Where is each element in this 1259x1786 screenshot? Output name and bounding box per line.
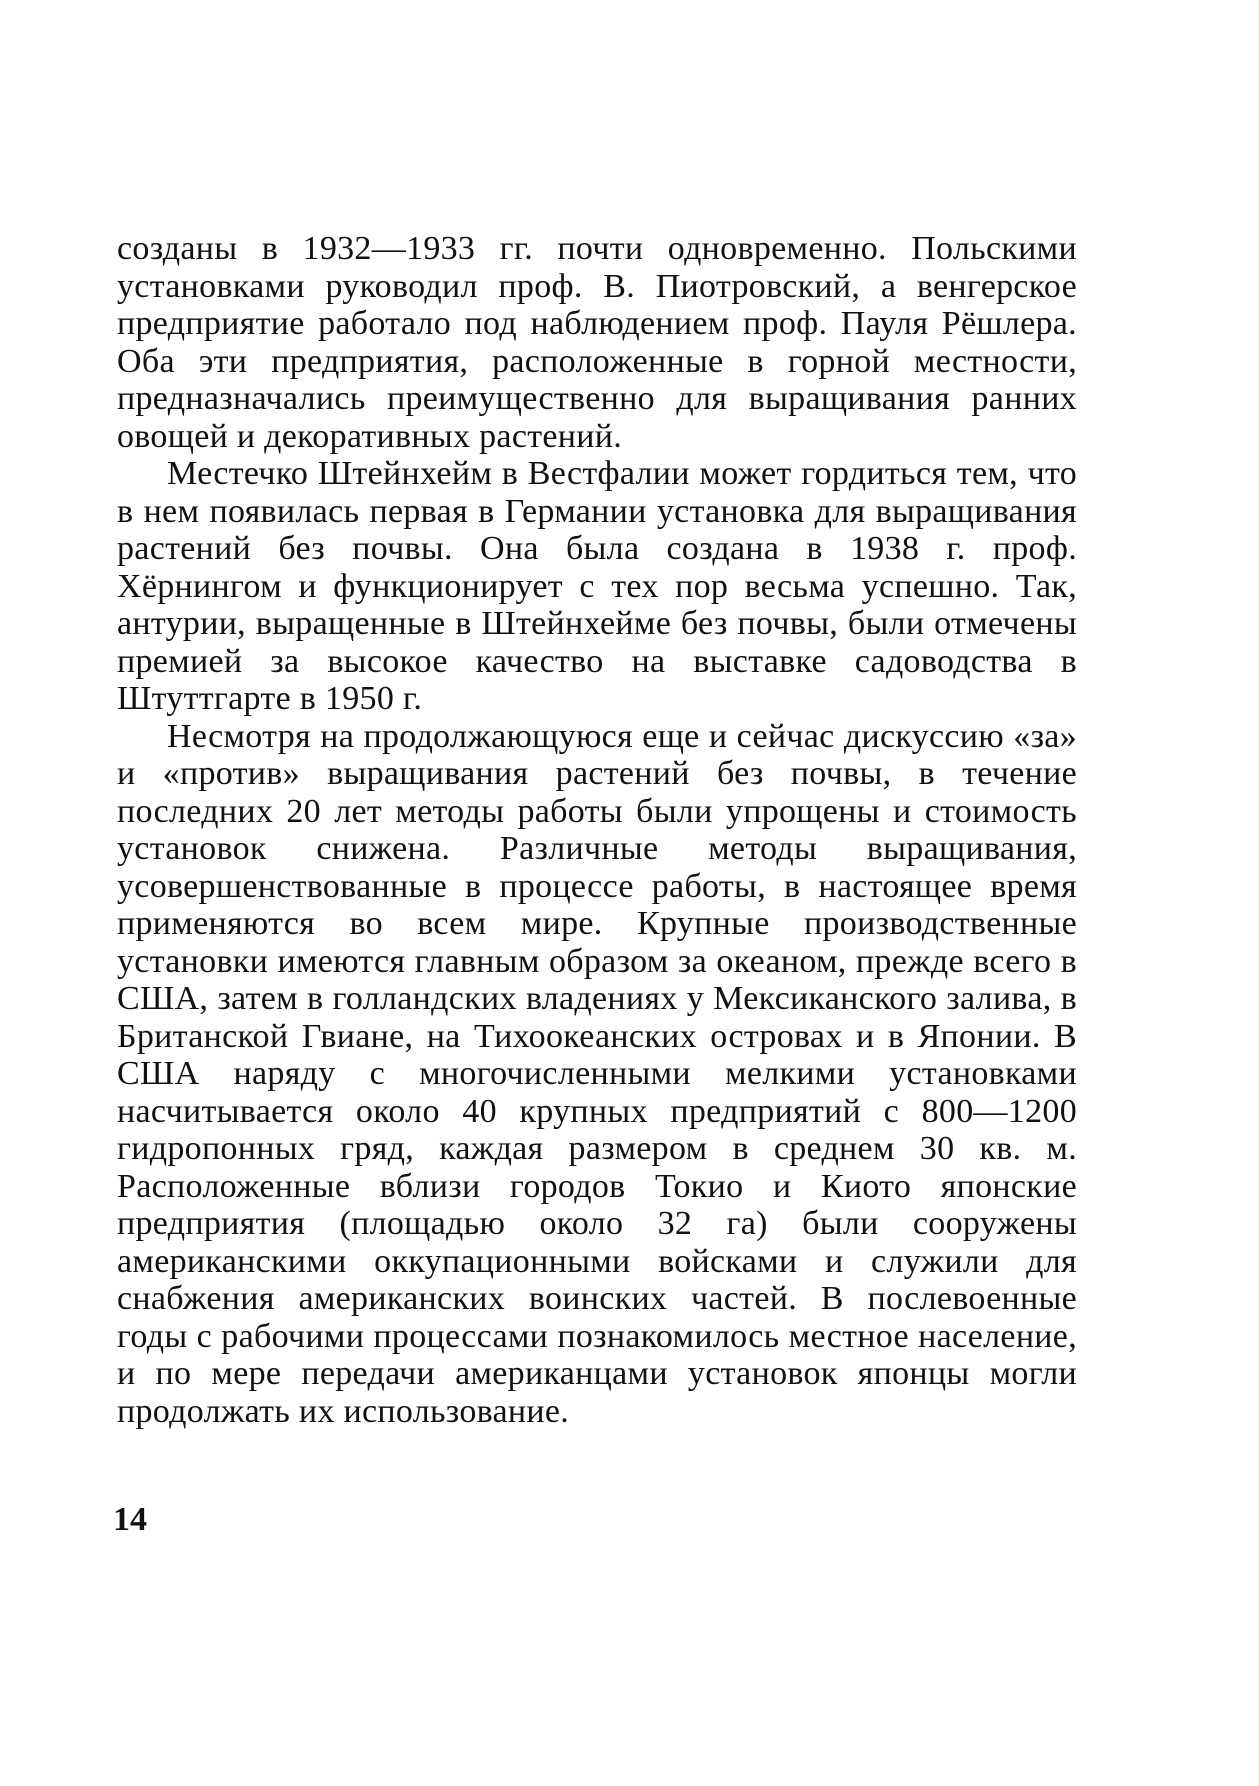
paragraph-2: Местечко Штейнхейм в Вестфалии может гордиться тем, что в нем появилась первая в Германии установка для выращивания растений без почвы. Она была создана в 1938 г. проф. Хёрнингом и функционирует с тех пор весьма успешно. Так, антурии, выращенные в Штейнхейме без почвы, были отмечены премией за высокое качество на выставке садоводства в Штуттгарте в 1950 г.	[117, 455, 1077, 717]
page-number: 14	[113, 1501, 147, 1538]
paragraph-3: Несмотря на продолжающуюся еще и сейчас дискуссию «за» и «против» выращивания растений без почвы, в течение последних 20 лет методы работы были упрощены и стоимость установок снижена. Различные методы выращивания, усовершенствованные в процессе работы, в настоящее время применяются во всем мире. Крупные производственные установки имеются главным образом за океаном, прежде всего в США, затем в голландских владениях у Мексиканского залива, в Британской Гвиане, на Тихоокеанских островах и в Японии. В США наряду с многочисленными мелкими установками насчитывается около 40 крупных предприятий с 800—1200 гидропонных гряд, каждая размером в среднем 30 кв. м. Расположенные вблизи городов Токио и Киото японские предприятия (площадью около 32 га) были сооружены американскими оккупационными войсками и служили для снабжения американских воинских частей. В послевоенные годы с рабочими процессами познакомилось местное население, и по мере передачи американцами установок японцы могли продолжать их использование.	[117, 717, 1077, 1430]
body-text	[117, 230, 1077, 1430]
paragraph-1: созданы в 1932—1933 гг. почти одновременно. Польскими установками руководил проф. В. Пиотровский, а венгерское предприятие работало под наблюдением проф. Пауля Рёшлера. Оба эти предприятия, расположенные в горной местности, предназначались преимущественно для выращивания ранних овощей и декоративных растений.	[117, 230, 1077, 455]
